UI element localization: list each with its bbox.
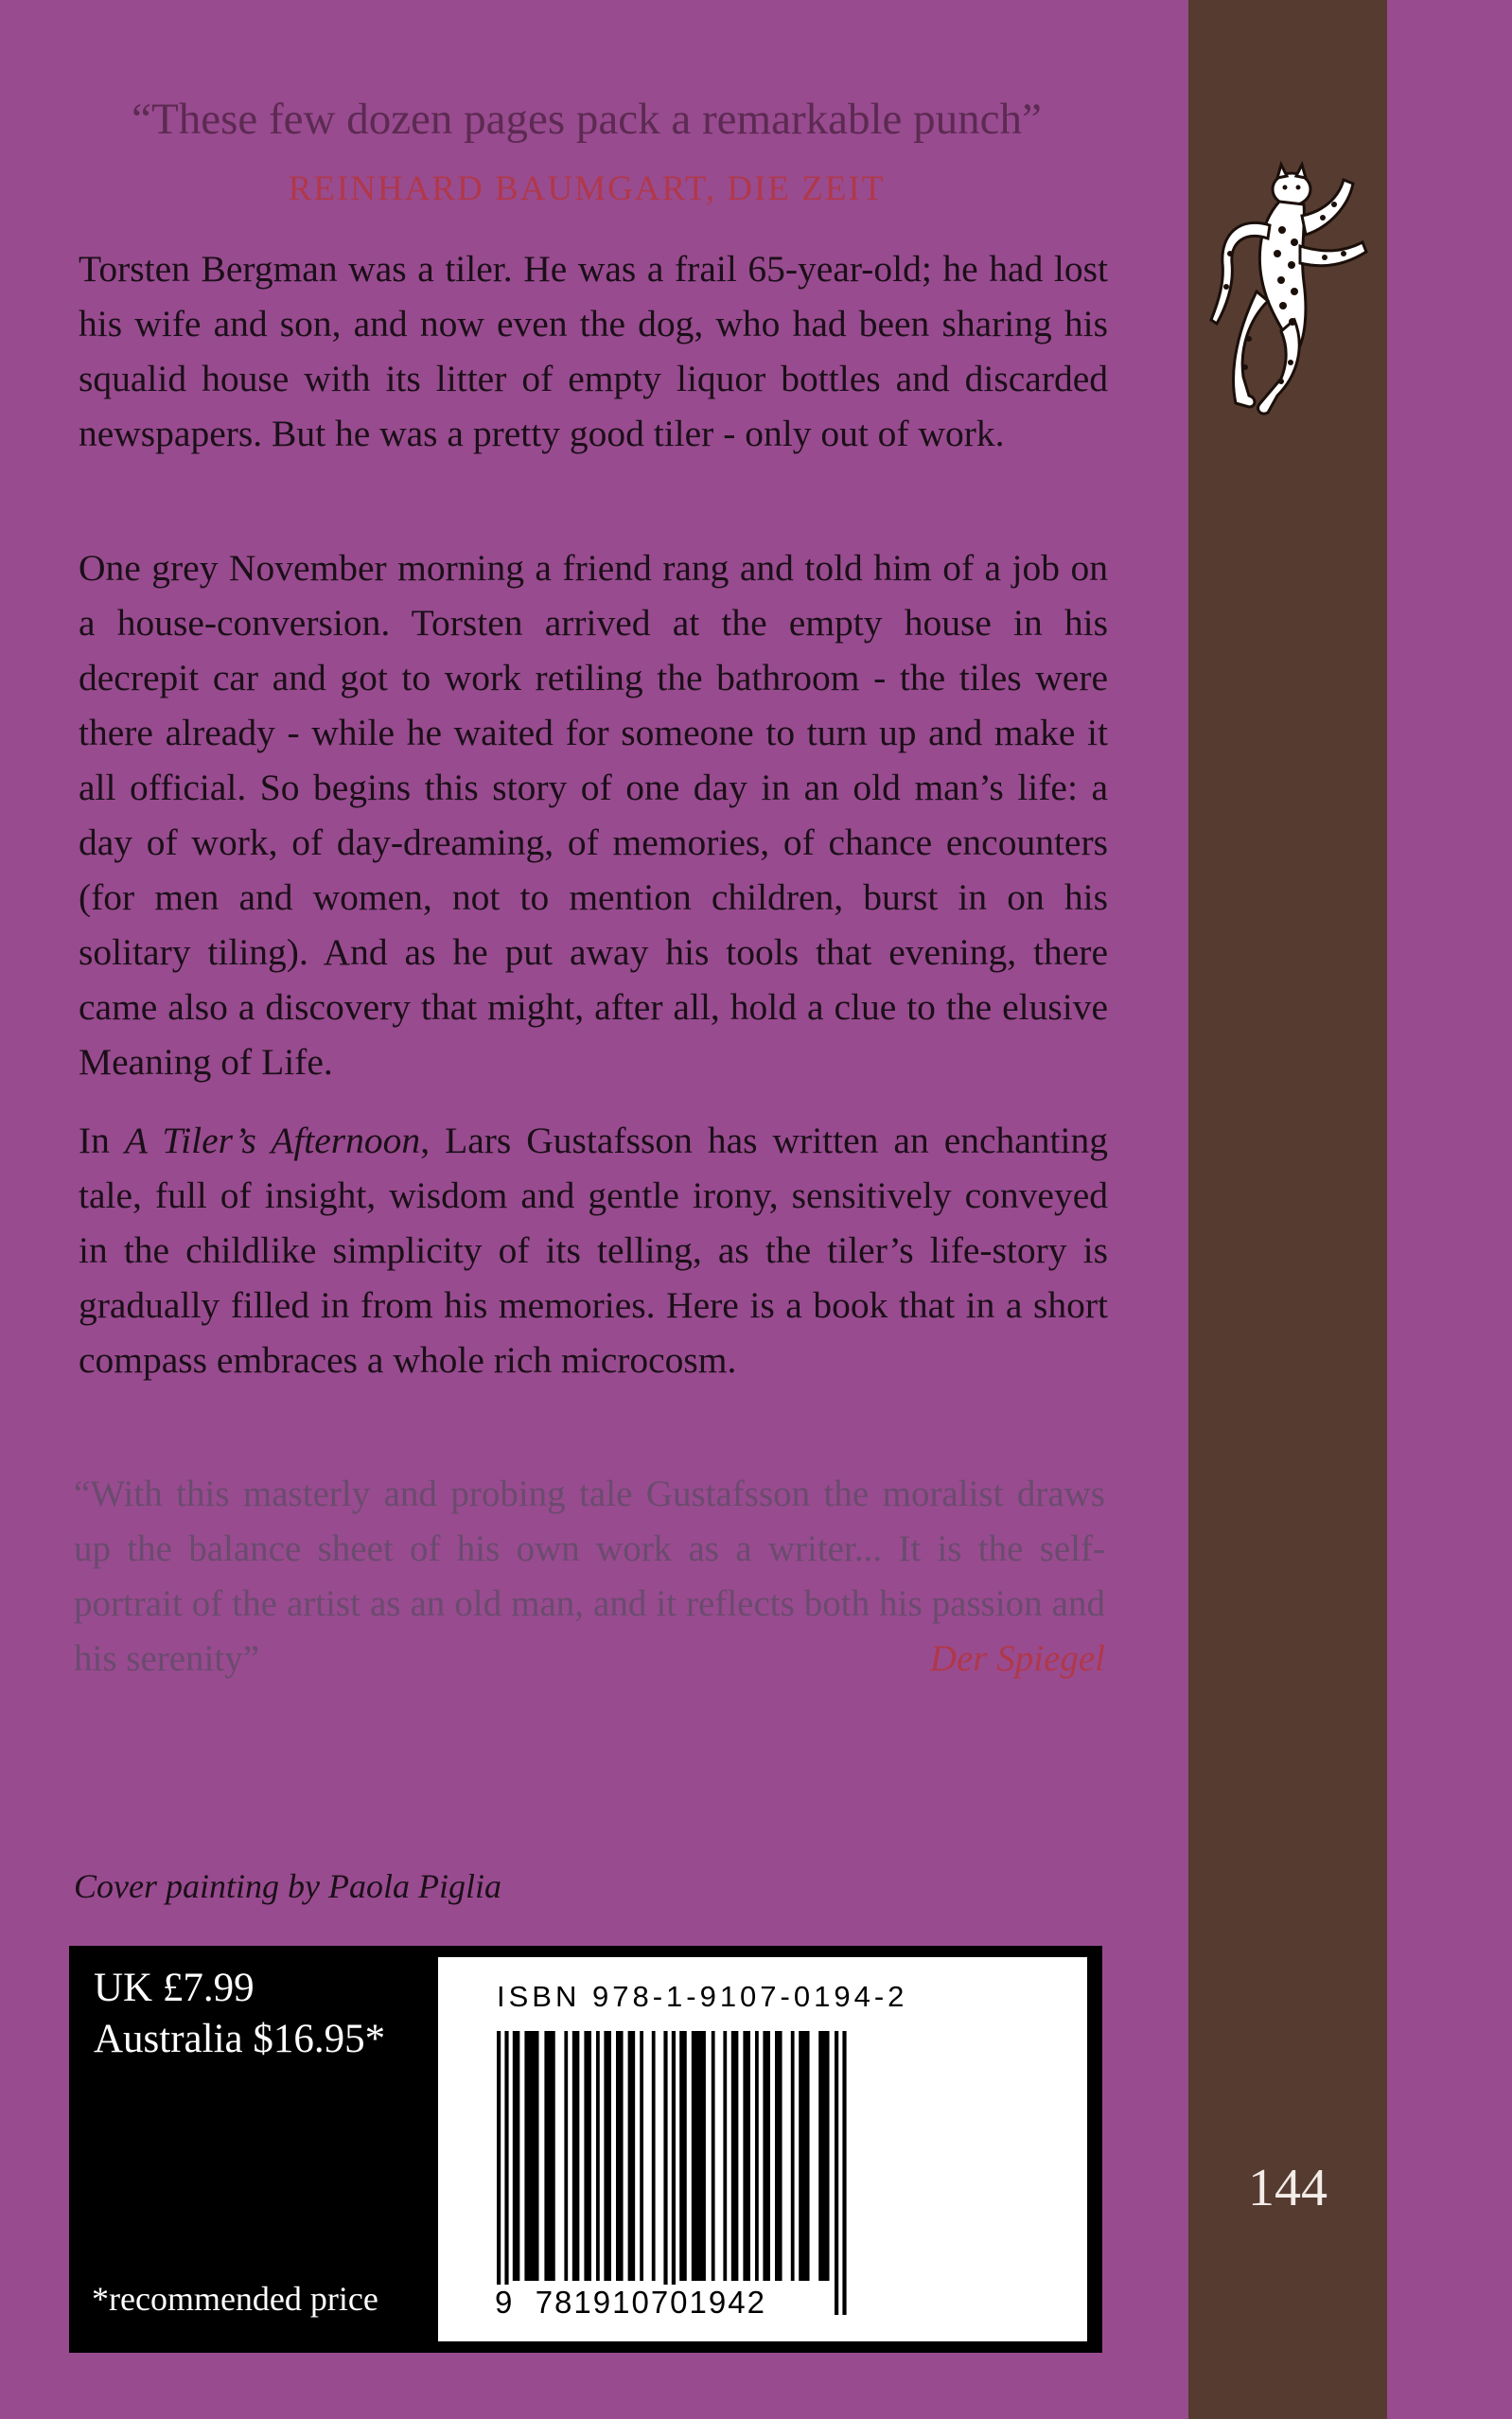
review-quote (74, 1467, 1105, 1686)
barcode-bar (564, 2031, 568, 2281)
barcode-bar (763, 2031, 770, 2281)
header-quote: “These few dozen pages pack a remarkable punch” (132, 95, 1042, 144)
barcode-bar (791, 2031, 795, 2281)
barcode-bar (524, 2031, 538, 2281)
barcode-bar (835, 2031, 838, 2315)
barcode-bar (616, 2031, 624, 2281)
barcode-bar (652, 2031, 656, 2281)
header-quote-attribution: REINHARD BAUMGART, DIE ZEIT (288, 169, 886, 208)
barcode-bar (513, 2031, 520, 2281)
leopard-icon (1202, 159, 1372, 433)
blurb-paragraph-3 (79, 1113, 1108, 1387)
barcode-bar (504, 2031, 508, 2315)
barcode-digits (493, 2285, 768, 2321)
cover-credit: Cover painting by Paola Piglia (74, 1867, 501, 1905)
blurb-paragraph-3-prefix: In (79, 1120, 110, 1161)
front-cover-edge (1387, 0, 1512, 2419)
barcode-bar (663, 2031, 667, 2315)
barcode-bar (712, 2031, 715, 2281)
price-australia: Australia $16.95* (94, 2017, 386, 2061)
isbn-label: ISBN 978-1-9107-0194-2 (497, 1980, 908, 2013)
barcode-bar (842, 2031, 846, 2315)
barcode-bar (723, 2031, 727, 2281)
barcode-bar (799, 2031, 809, 2281)
series-number: 144 (1248, 2159, 1327, 2217)
barcode-bar (604, 2031, 611, 2281)
barcode-bar (596, 2031, 600, 2281)
barcode-bar (731, 2031, 739, 2281)
review-source: Der Spiegel (929, 1638, 1105, 1679)
barcode-bar (679, 2031, 687, 2281)
barcode-bar (584, 2031, 591, 2281)
barcode-bar (544, 2031, 554, 2281)
barcode-bar (692, 2031, 706, 2281)
barcode-icon (487, 2031, 1046, 2315)
barcode-bar (743, 2031, 750, 2281)
blurb-paragraph-2: One grey November morning a friend rang and told him of a job on a house-conversion. Torsten arrived at the empty house in his decrepit car and got to work retiling the bathroom - the tiles were there already - while he waited for someone to turn up and make it all official. So begins this story of one day in an old man’s life: a day of work, of day-dreaming, of memories, of chance encounters (for men and women, not to mention children, burst in on his solitary tiling). And as he put away his tools that evening, there came also a discovery that might, after all, hold a clue to the elusive Meaning of Life. (79, 547, 1108, 1083)
barcode-bar (755, 2031, 759, 2281)
barcode-panel (438, 1957, 1087, 2341)
barcode-number: 781910701942 (535, 2285, 766, 2320)
blurb-paragraph-3-rest: , Lars Gustafsson has written an enchanting tale, full of insight, wisdom and gentle irony, sensitively conveyed in the childlike simplicity of its telling, as the tiler’s life-story is gradually filled in from his memories. Here is a book that in a short compass embraces a whole rich microcosm. (79, 1120, 1108, 1381)
price-note: *recommended price (92, 2280, 378, 2318)
barcode-bar (818, 2031, 829, 2281)
barcode-bar (640, 2031, 643, 2281)
barcode-bar (672, 2031, 676, 2315)
blurb-paragraph-1: Torsten Bergman was a tiler. He was a frail 65-year-old; he had lost his wife and son, and now even the dog, who had been sharing his squalid house with its litter of empty liquor bottles and discarded newspapers. But he was a pretty good tiler - only out of work. (79, 248, 1108, 454)
barcode-bar (572, 2031, 580, 2281)
price-uk: UK £7.99 (94, 1966, 255, 2010)
price-box (69, 1946, 1102, 2353)
review-text: “With this masterly and probing tale Gustafsson the moralist draws up the balance sheet of his own work as a writer... It is the self-portrait of the artist as an old man, and it reflects both his passion and his serenity” (74, 1474, 1105, 1679)
barcode-bar (628, 2031, 636, 2281)
book-title: A Tiler’s Afternoon (124, 1120, 421, 1161)
barcode-bar (497, 2031, 501, 2315)
barcode-bar (775, 2031, 782, 2281)
barcode-lead-digit: 9 (495, 2285, 515, 2320)
